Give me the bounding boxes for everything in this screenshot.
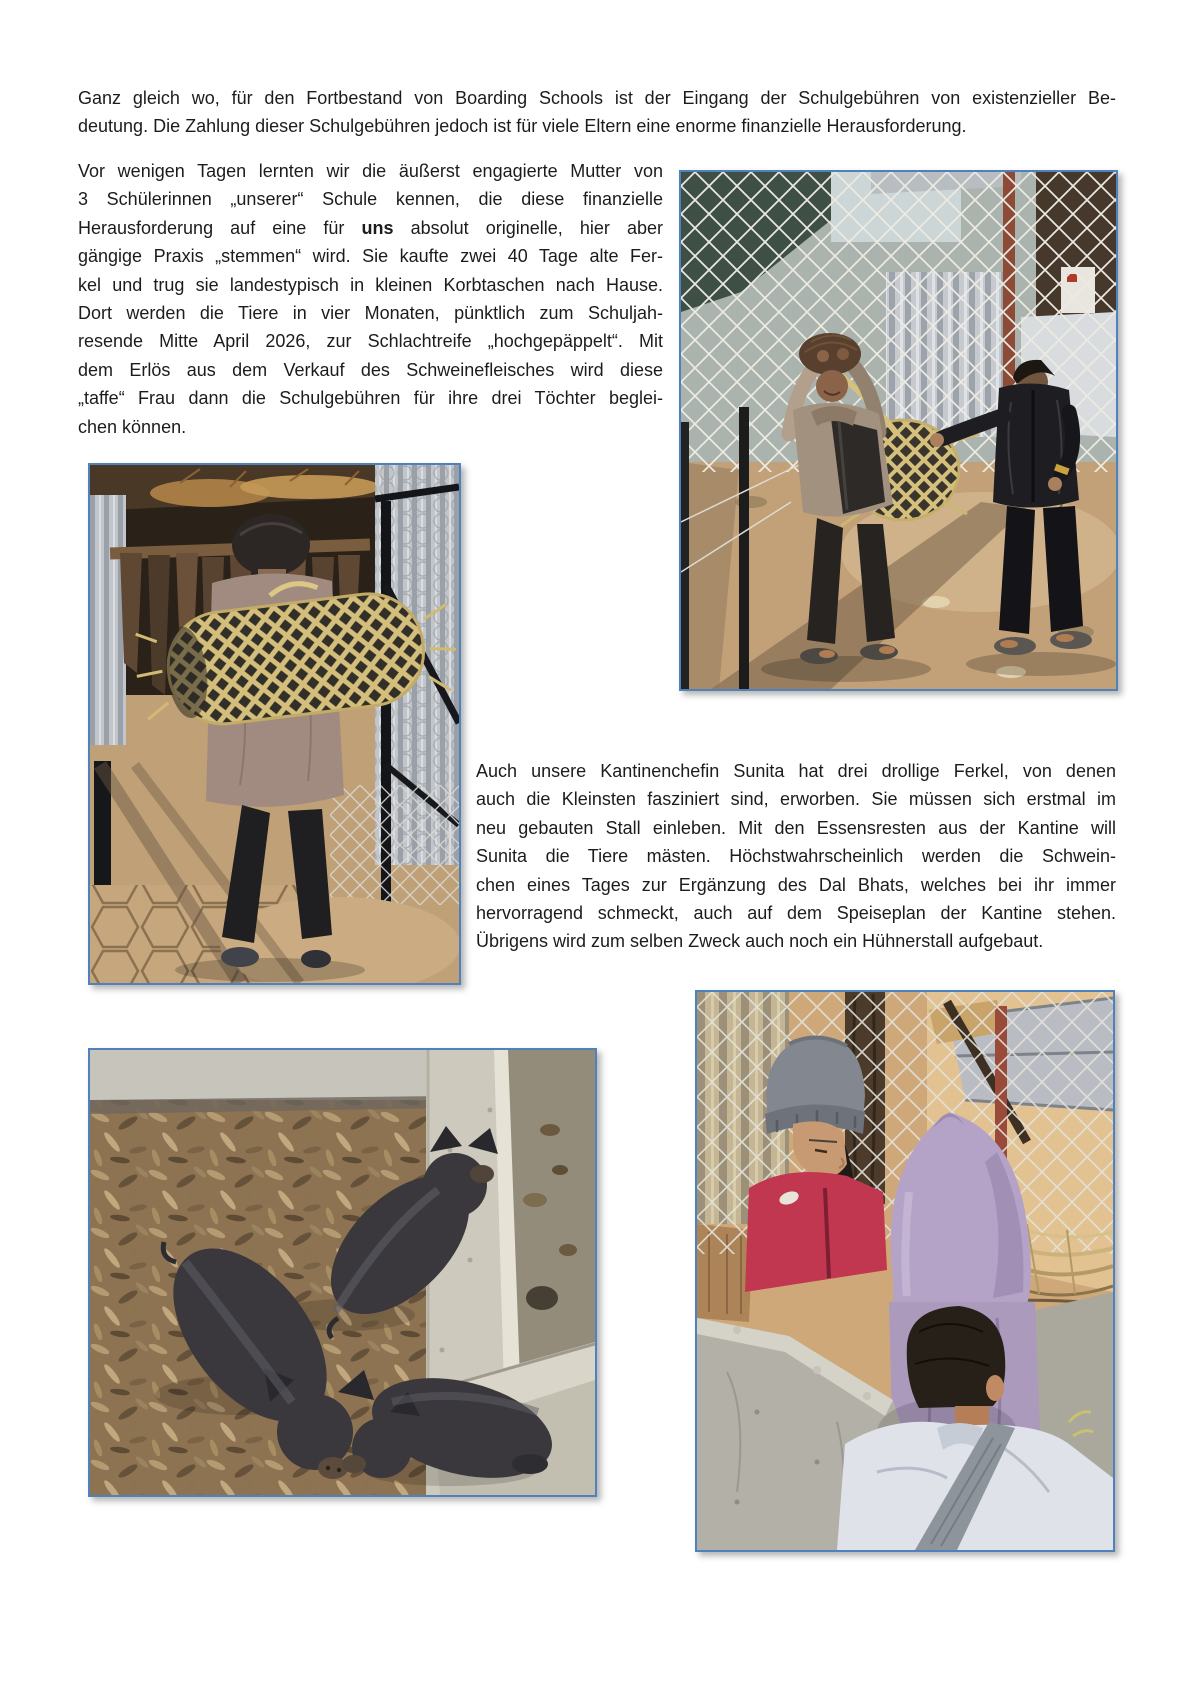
grey-slipper [221,947,259,967]
photo-three-piglets [88,1048,597,1497]
text-line: Ganz gleich wo, für den Fortbestand von Boarding Schools ist der Eingang der Schulgebühren von existenzieller Be- [78,88,1116,108]
paragraph-mother-story [78,157,663,441]
face [816,370,848,402]
text-line: dem Erlös aus dem Verkauf des Schweinefleisches wird diese [78,359,663,380]
paragraph-sunita-story [476,757,1116,956]
text-line: neu gebauten Stall einleben. Mit den Essensresten aus der Kantine will [476,817,1116,838]
text-line: gängige Praxis „stemmen“ wird. Sie kaufte zwei 40 Tage alte Fer- [78,246,663,267]
photo-mother-with-piglet-basket [679,170,1118,691]
brown-knit-cap [799,333,861,375]
text-line: Sunita die Tiere mästen. Höchstwahrscheinlich werden die Schwein- [476,846,1116,867]
text-line: Übrigens wird zum selben Zweck auch noch ein Hühnerstall aufgebaut. [476,931,1044,952]
text-line: 3 Schülerinnen „unserer“ Schule kennen, die diese finanzielle [78,189,663,210]
text-line: chen können. [78,416,187,437]
text-line: „taffe“ Frau dann die Schulgebühren für ihre drei Töchter beglei- [78,388,663,409]
photo-children-at-sty-illustration [697,992,1113,1550]
text-line: deutung. Die Zahlung dieser Schulgebühren jedoch ist für viele Eltern eine enorme finanzielle Herausforderung. [78,116,967,137]
photo-three-piglets-illustration [90,1050,595,1495]
photo-carrying-basket-home [88,463,461,985]
text-line: hervorragend schmeckt, auch auf dem Speiseplan der Kantine stehen. [476,902,1116,923]
photo-children-at-sty [695,990,1115,1552]
text-line: kel und trug sie landestypisch in kleinen Korbtaschen nach Hause. [78,274,663,295]
text-line: Auch unsere Kantinenchefin Sunita hat drei drollige Ferkel, von denen [476,761,1116,781]
text-line: Herausforderung auf eine für uns absolut originelle, hier aber [78,217,663,238]
paragraph-intro [78,84,1116,141]
photo-mother-with-piglet-basket-illustration [681,172,1116,689]
text-line: auch die Kleinsten fasziniert sind, erworben. Sie müssen sich erstmal im [476,789,1116,810]
photo-carrying-basket-home-illustration [90,465,459,983]
text-line: resende Mitte April 2026, zur Schlachtreife „hochgepäppelt“. Mit [78,331,663,352]
text-line: Vor wenigen Tagen lernten wir die äußerst engagierte Mutter von [78,161,663,181]
text-line: chen eines Tages zur Ergänzung des Dal Bhats, welches bei ihr immer [476,874,1116,895]
text-line: Dort werden die Tiere in vier Monaten, pünktlich zum Schuljah- [78,302,663,323]
